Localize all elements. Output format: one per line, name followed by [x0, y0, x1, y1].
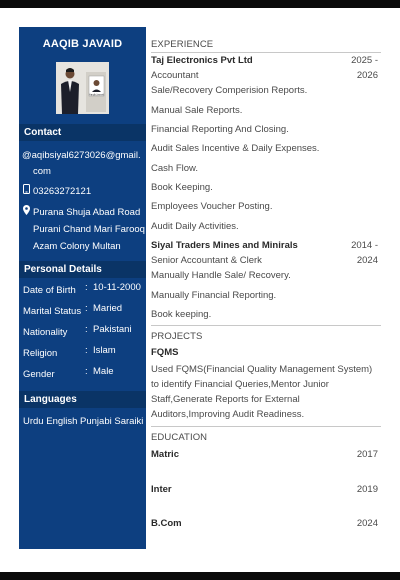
project-line-1: Used FQMS(Financial Quality Management System) [151, 364, 373, 375]
gender-colon: : [85, 366, 88, 377]
contact-header: Contact [19, 124, 146, 141]
address-line-2: Purani Chand Mari Farooq [33, 224, 145, 235]
email-line-1: @aqibsiyal6273026@gmail. [22, 150, 141, 161]
experience-divider [151, 52, 381, 53]
marital-status-label: Marital Status [23, 306, 82, 317]
job-2-duty-2: Manually Financial Reporting. [151, 290, 277, 301]
personal-details-header: Personal Details [19, 261, 146, 278]
dob-label: Date of Birth [23, 285, 76, 296]
job-1-date-start: 2025 - [351, 55, 378, 66]
job-2-date-start: 2014 - [351, 240, 378, 251]
job-2-role: Senior Accountant & Clerk [151, 255, 262, 266]
education-item-matric: Matric [151, 449, 179, 460]
job-2-duty-3: Book keeping. [151, 309, 212, 320]
email-line-2: com [33, 166, 51, 177]
project-line-4: Auditors,Improving Audit Readiness. [151, 409, 305, 420]
dob-value: 10-11-2000 [93, 282, 141, 293]
marital-status-value: Maried [93, 303, 123, 314]
project-line-2: to identify Financial Queries,Mentor Junior [151, 379, 329, 390]
job-1-role: Accountant [151, 70, 199, 81]
job-1-company: Taj Electronics Pvt Ltd [151, 55, 253, 66]
address-row-1 [22, 204, 140, 221]
gender-label: Gender [23, 369, 55, 380]
job-1-duty-4: Audit Sales Incentive & Daily Expenses. [151, 143, 320, 154]
education-year-inter: 2019 [356, 484, 378, 495]
profile-photo [56, 62, 109, 114]
education-header: EDUCATION [151, 432, 208, 443]
candidate-name: AAQIB JAVAID [42, 38, 123, 50]
address-line-1: Purana Shuja Abad Road [33, 207, 141, 218]
education-year-matric: 2017 [356, 449, 378, 460]
phone-icon [22, 183, 31, 200]
job-1-date-end: 2026 [356, 70, 378, 81]
projects-divider-top [151, 325, 381, 326]
job-1-duty-1: Sale/Recovery Comperision Reports. [151, 85, 308, 96]
job-1-duty-6: Book Keeping. [151, 182, 213, 193]
dob-colon: : [85, 282, 88, 293]
project-line-3: Staff,Generate Reports for External [151, 394, 300, 405]
education-item-inter: Inter [151, 484, 172, 495]
job-1-duty-2: Manual Sale Reports. [151, 105, 243, 116]
projects-header: PROJECTS [151, 331, 203, 342]
education-item-bcom: B.Com [151, 518, 182, 529]
job-1-duty-8: Audit Daily Activities. [151, 221, 239, 232]
location-pin-icon [22, 204, 31, 221]
languages-header: Languages [19, 391, 146, 408]
address-line-3: Azam Colony Multan [33, 241, 121, 252]
sidebar [19, 27, 146, 549]
phone-row [22, 183, 91, 200]
religion-colon: : [85, 345, 88, 356]
nationality-colon: : [85, 324, 88, 335]
religion-value: Islam [93, 345, 116, 356]
main-content [151, 27, 381, 549]
job-1-duty-3: Financial Reporting And Closing. [151, 124, 289, 135]
top-black-bar [0, 0, 400, 8]
education-divider-top [151, 426, 381, 427]
religion-label: Religion [23, 348, 58, 359]
project-description [151, 362, 376, 422]
bottom-black-bar [0, 572, 400, 580]
job-1-duty-5: Cash Flow. [151, 163, 198, 174]
job-2-date-end: 2024 [356, 255, 378, 266]
languages-text: Urdu English Punjabi Saraiki [23, 416, 144, 427]
gender-value: Male [93, 366, 114, 377]
job-2-company: Siyal Traders Mines and Minirals [151, 240, 298, 251]
nationality-label: Nationality [23, 327, 68, 338]
marital-status-colon: : [85, 303, 88, 314]
phone-number: 03263272121 [33, 186, 92, 197]
job-1-duty-7: Employees Voucher Posting. [151, 201, 273, 212]
svg-text:Aaqib Javaid: Aaqib Javaid [89, 93, 104, 97]
project-name: FQMS [151, 347, 179, 358]
job-2-duty-1: Manually Handle Sale/ Recovery. [151, 270, 291, 281]
education-year-bcom: 2024 [356, 518, 378, 529]
experience-header: EXPERIENCE [151, 39, 214, 50]
nationality-value: Pakistani [93, 324, 132, 335]
